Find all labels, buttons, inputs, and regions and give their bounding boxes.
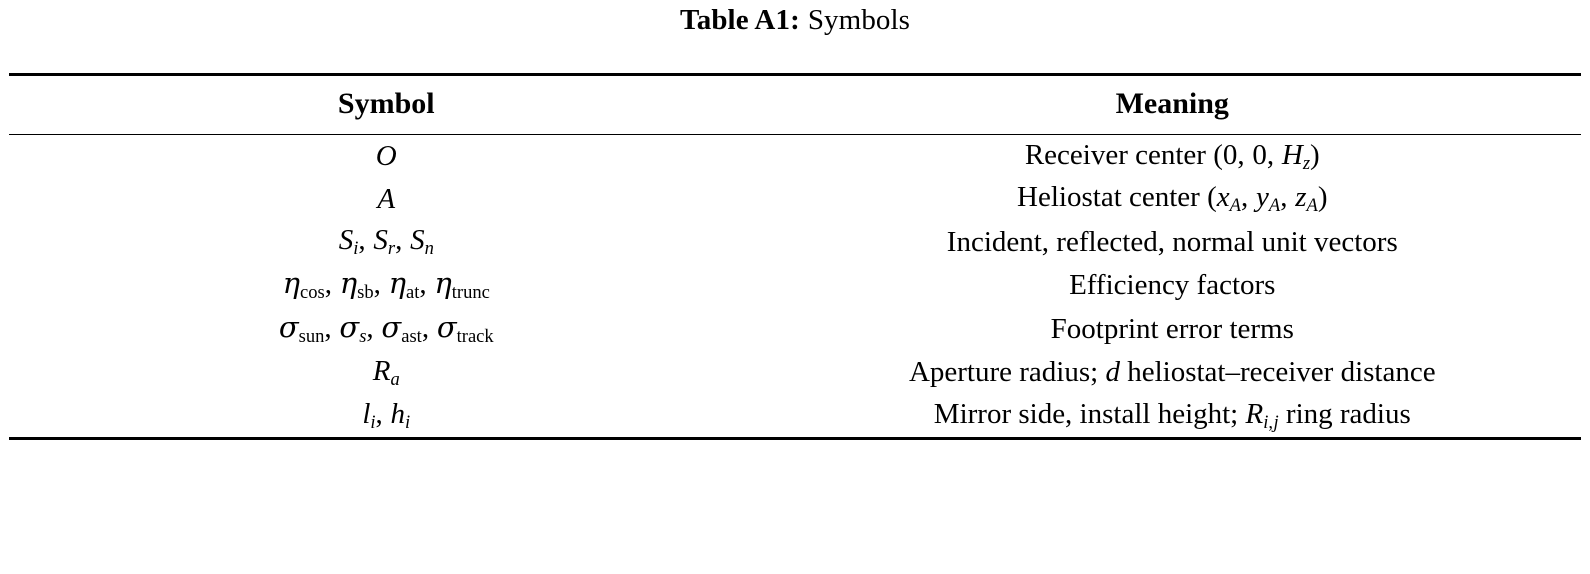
table-row	[9, 135, 1581, 178]
symbol-cell: $l_i$, $h_i$	[362, 397, 411, 433]
symbol-cell: $R_a$	[372, 354, 400, 390]
meaning-cell: Receiver center (0, 0, $H_z$)	[1024, 138, 1320, 174]
meaning-cell: Incident, reflected, normal unit vectors	[946, 225, 1398, 258]
symbol-cell: $\sigma_{sun}$, $\sigma_s$, $\sigma_{ast}$, $\sigma_{track}$	[278, 309, 494, 348]
symbol-cell: A	[377, 182, 396, 215]
meaning-cell: Heliostat center ($x_A$, $y_A$, $z_A$)	[1017, 181, 1328, 217]
symbols-table	[9, 73, 1581, 440]
table-body	[9, 135, 1581, 439]
symbol-cell: $S_i$, $S_r$, $S_n$	[338, 224, 434, 260]
meaning-cell: Efficiency factors	[1069, 269, 1276, 302]
symbol-cell: O	[375, 140, 397, 173]
column-header-meaning: Meaning	[1115, 87, 1229, 120]
caption-label: Table A1:	[679, 4, 800, 36]
meaning-cell: Mirror side, install height; $R_{i,j}$ ring radius	[933, 397, 1411, 433]
table-row	[9, 307, 1581, 351]
meaning-cell: Footprint error terms	[1050, 313, 1294, 345]
table-header	[9, 75, 1581, 135]
table-row	[9, 178, 1581, 221]
table-row	[9, 351, 1581, 394]
header-row	[9, 75, 1581, 135]
column-header-symbol: Symbol	[337, 87, 435, 120]
table-row	[9, 264, 1581, 308]
table-row	[9, 221, 1581, 264]
table-row	[9, 394, 1581, 438]
symbol-cell: $\eta_{cos}$, $\eta_{sb}$, $\eta_{at}$, $\eta_{trunc}$	[282, 266, 490, 304]
meaning-cell: Aperture radius; d heliostat–receiver distance	[908, 356, 1436, 389]
table-caption	[0, 0, 1590, 35]
caption-text: Symbols	[807, 4, 911, 36]
